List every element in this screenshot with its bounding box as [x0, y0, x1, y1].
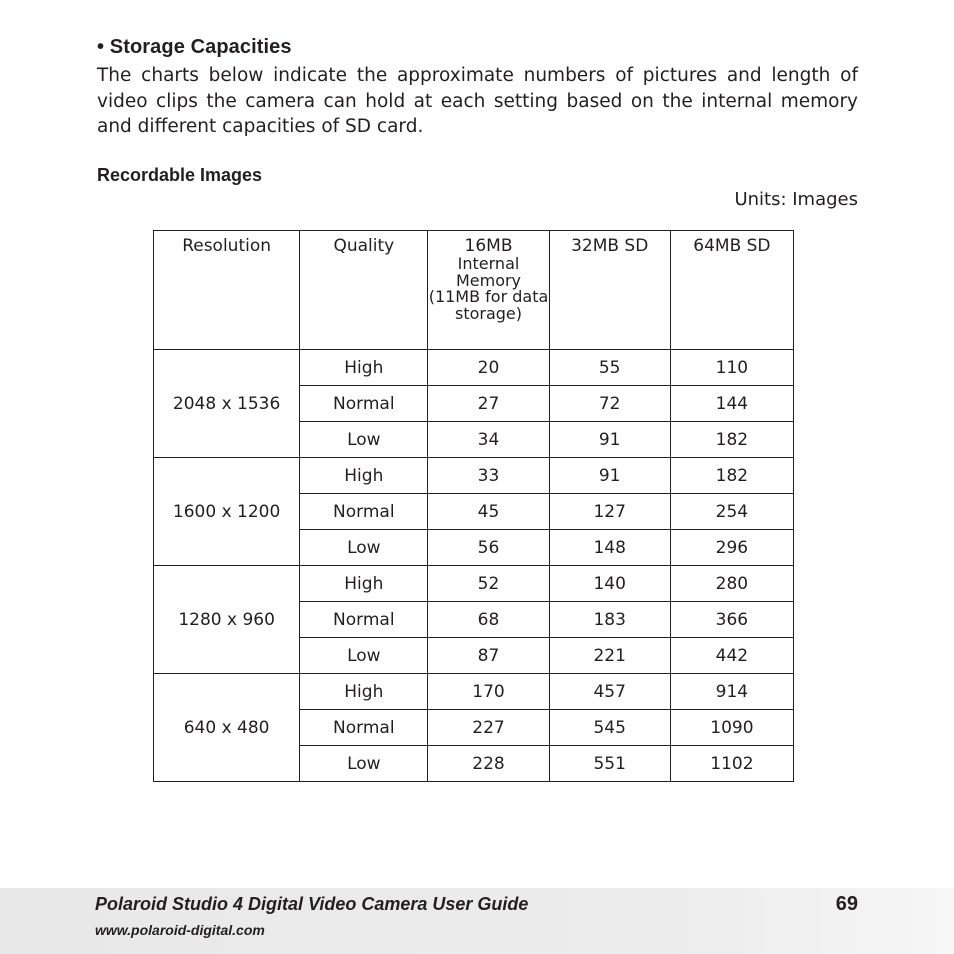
sd32-cell: 551 — [549, 746, 670, 782]
header-internal-sub: Internal Memory (11MB for data storage) — [428, 254, 549, 323]
resolution-cell: 2048 x 1536 — [154, 350, 300, 458]
quality-cell: Low — [300, 530, 428, 566]
table-row — [154, 458, 794, 494]
footer-title: Polaroid Studio 4 Digital Video Camera User Guide — [95, 894, 529, 914]
quality-cell: Low — [300, 422, 428, 458]
internal-memory-cell: 56 — [428, 530, 549, 566]
sd64-cell: 254 — [670, 494, 793, 530]
sd32-cell: 140 — [549, 566, 670, 602]
sd64-cell: 1090 — [670, 710, 793, 746]
table-row — [154, 674, 794, 710]
page-number: 69 — [835, 893, 858, 915]
page-footer — [0, 888, 954, 954]
quality-cell: Normal — [300, 494, 428, 530]
sd32-cell: 545 — [549, 710, 670, 746]
footer-url: www.polaroid-digital.com — [95, 922, 265, 938]
sd32-cell: 221 — [549, 638, 670, 674]
internal-memory-cell: 227 — [428, 710, 549, 746]
header-64mb-sd: 64MB SD — [670, 231, 793, 350]
sd32-cell: 148 — [549, 530, 670, 566]
sd64-cell: 296 — [670, 530, 793, 566]
header-resolution: Resolution — [154, 231, 300, 350]
internal-memory-cell: 27 — [428, 386, 549, 422]
quality-cell: High — [300, 350, 428, 386]
sd64-cell: 914 — [670, 674, 793, 710]
sd64-cell: 182 — [670, 422, 793, 458]
sd64-cell: 366 — [670, 602, 793, 638]
section-title: • Storage Capacities — [97, 36, 292, 58]
sd32-cell: 72 — [549, 386, 670, 422]
header-internal-main: 16MB — [464, 236, 513, 256]
units-label: Units: Images — [734, 189, 858, 210]
header-32mb-sd: 32MB SD — [549, 231, 670, 350]
quality-cell: Normal — [300, 602, 428, 638]
sd32-cell: 55 — [549, 350, 670, 386]
sd32-cell: 457 — [549, 674, 670, 710]
quality-cell: Normal — [300, 386, 428, 422]
table-row — [154, 350, 794, 386]
quality-cell: High — [300, 566, 428, 602]
table-title: Recordable Images — [97, 165, 263, 185]
sd64-cell: 182 — [670, 458, 793, 494]
quality-cell: Low — [300, 638, 428, 674]
sd32-cell: 183 — [549, 602, 670, 638]
table-header-row — [154, 231, 794, 350]
quality-cell: Low — [300, 746, 428, 782]
storage-capacity-table — [153, 230, 794, 782]
internal-memory-cell: 170 — [428, 674, 549, 710]
table-row — [154, 566, 794, 602]
quality-cell: High — [300, 674, 428, 710]
resolution-cell: 1600 x 1200 — [154, 458, 300, 566]
sd64-cell: 1102 — [670, 746, 793, 782]
sd32-cell: 91 — [549, 422, 670, 458]
internal-memory-cell: 52 — [428, 566, 549, 602]
sd32-cell: 127 — [549, 494, 670, 530]
internal-memory-cell: 87 — [428, 638, 549, 674]
internal-memory-cell: 45 — [428, 494, 549, 530]
table-body — [154, 350, 794, 782]
internal-memory-cell: 228 — [428, 746, 549, 782]
internal-memory-cell: 33 — [428, 458, 549, 494]
sd64-cell: 144 — [670, 386, 793, 422]
resolution-cell: 640 x 480 — [154, 674, 300, 782]
resolution-cell: 1280 x 960 — [154, 566, 300, 674]
intro-paragraph: The charts below indicate the approximate numbers of pictures and length of video clips the camera can hold at each setting based on the internal memory and different capacities of SD card. — [97, 65, 858, 137]
sd64-cell: 110 — [670, 350, 793, 386]
header-internal-memory — [428, 231, 549, 350]
internal-memory-cell: 68 — [428, 602, 549, 638]
quality-cell: Normal — [300, 710, 428, 746]
internal-memory-cell: 34 — [428, 422, 549, 458]
header-quality: Quality — [300, 231, 428, 350]
quality-cell: High — [300, 458, 428, 494]
sd64-cell: 280 — [670, 566, 793, 602]
sd32-cell: 91 — [549, 458, 670, 494]
internal-memory-cell: 20 — [428, 350, 549, 386]
sd64-cell: 442 — [670, 638, 793, 674]
